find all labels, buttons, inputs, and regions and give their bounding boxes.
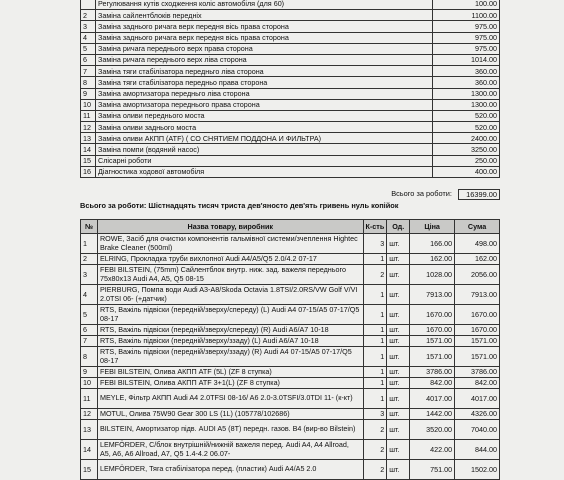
service-row [81, 133, 500, 144]
works-total-label: Всього за роботи: [391, 189, 452, 198]
service-name: Регулювання кутів сходження коліс автомобіля (для 60) [96, 0, 433, 10]
parts-header-row [81, 220, 500, 234]
service-amount: 975.00 [433, 32, 500, 43]
service-row [81, 21, 500, 32]
service-amount: 3250.00 [433, 144, 500, 155]
part-name: RTS, Важіль підвіски (передній/зверху/ззаду) (R) Audi A4 07-15/A5 07-17/Q5 08-17 [97, 347, 363, 367]
service-number: 6 [81, 54, 96, 65]
part-row [81, 347, 500, 367]
part-row [81, 336, 500, 347]
part-unit: шт. [387, 305, 410, 325]
part-name: ROWE, Засіб для очистки компонентів гальмівної системи/зчеплення Hightec Brake Cleaner (500ml) [97, 234, 363, 254]
part-unit: шт. [387, 254, 410, 265]
part-unit: шт. [387, 325, 410, 336]
service-row [81, 10, 500, 21]
service-row [81, 110, 500, 121]
service-name: Заміна заднього ричага верх передня вісь права сторона [96, 21, 433, 32]
col-name: Назва товару, виробник [97, 220, 363, 234]
service-number: 3 [81, 21, 96, 32]
service-number: 2 [81, 10, 96, 21]
part-sum: 1571.00 [455, 347, 500, 367]
services-table [80, 0, 500, 178]
service-row [81, 88, 500, 99]
part-sum: 7913.00 [455, 285, 500, 305]
service-number: 8 [81, 77, 96, 88]
service-name: Заміна оливи АКПП (ATF) ( СО СНЯТИЕМ ПОДДОНА И ФИЛЬТРА) [96, 133, 433, 144]
service-amount: 520.00 [433, 122, 500, 133]
part-sum: 3786.00 [455, 367, 500, 378]
service-number: 5 [81, 43, 96, 54]
service-number: 16 [81, 166, 96, 177]
part-sum: 2056.00 [455, 265, 500, 285]
part-price: 1442.00 [410, 409, 455, 420]
service-row [81, 166, 500, 177]
part-unit: шт. [387, 347, 410, 367]
service-number: 14 [81, 144, 96, 155]
part-qty: 1 [363, 389, 387, 409]
service-name: Заміна ричага переднього верх ліва сторона [96, 54, 433, 65]
part-qty: 1 [363, 367, 387, 378]
service-number: 10 [81, 99, 96, 110]
part-qty: 1 [363, 254, 387, 265]
service-number: 13 [81, 133, 96, 144]
part-name: FEBI BILSTEIN, Олива АКПП ATF (5L) (ZF 8 ступка) [97, 367, 363, 378]
service-name: Заміна тяги стабілізатора передньго ліва сторона [96, 66, 433, 77]
part-name: RTS, Важіль підвіски (передній/зверху/ззаду) (L) Audi A6/A7 10-18 [97, 336, 363, 347]
part-unit: шт. [387, 440, 410, 460]
part-unit: шт. [387, 420, 410, 440]
works-total-value: 16399.00 [458, 189, 500, 200]
service-amount: 400.00 [433, 166, 500, 177]
service-row [81, 99, 500, 110]
service-number: 11 [81, 110, 96, 121]
works-total [340, 189, 500, 200]
part-row [81, 378, 500, 389]
part-row [81, 389, 500, 409]
part-sum: 162.00 [455, 254, 500, 265]
service-amount: 975.00 [433, 43, 500, 54]
part-number: 14 [81, 440, 98, 460]
col-price: Ціна [410, 220, 455, 234]
part-number: 5 [81, 305, 98, 325]
service-number [81, 0, 96, 10]
part-sum: 1502.00 [455, 460, 500, 480]
part-qty: 1 [363, 336, 387, 347]
part-name: PIERBURG, Помпа води Audi A3-A8/Skoda Octavia 1.8TSI/2.0RS/VW Golf V/VI 2.0TSI 06- (+датчик) [97, 285, 363, 305]
part-sum: 4017.00 [455, 389, 500, 409]
part-unit: шт. [387, 378, 410, 389]
part-qty: 1 [363, 378, 387, 389]
part-number: 13 [81, 420, 98, 440]
part-sum: 498.00 [455, 234, 500, 254]
part-price: 3520.00 [410, 420, 455, 440]
part-qty: 1 [363, 325, 387, 336]
part-price: 7913.00 [410, 285, 455, 305]
part-sum: 1571.00 [455, 336, 500, 347]
service-row [81, 54, 500, 65]
part-name: RTS, Важіль підвіски (передній/зверху/спереду) (R) Audi A6/A7 10-18 [97, 325, 363, 336]
service-amount: 1300.00 [433, 99, 500, 110]
parts-table [80, 219, 500, 480]
part-row [81, 285, 500, 305]
service-number: 4 [81, 32, 96, 43]
part-price: 166.00 [410, 234, 455, 254]
service-amount: 360.00 [433, 77, 500, 88]
service-row [81, 122, 500, 133]
service-name: Заміна амортизатора переднього права сторона [96, 99, 433, 110]
part-sum: 1670.00 [455, 305, 500, 325]
part-number: 10 [81, 378, 98, 389]
service-name: Діагностика ходової автомобіля [96, 166, 433, 177]
service-number: 9 [81, 88, 96, 99]
part-row [81, 254, 500, 265]
part-qty: 3 [363, 409, 387, 420]
part-name: LEMFÖRDER, Тяга стабілізатора перед. (пластик) Audi A4/A5 2.0 [97, 460, 363, 480]
part-unit: шт. [387, 336, 410, 347]
service-number: 7 [81, 66, 96, 77]
part-qty: 1 [363, 305, 387, 325]
part-row [81, 234, 500, 254]
part-qty: 3 [363, 234, 387, 254]
part-row [81, 420, 500, 440]
part-number: 12 [81, 409, 98, 420]
part-name: FEBI BILSTEIN, Олива АКПП ATF 3+1(L) (ZF 8 ступка) [97, 378, 363, 389]
part-number: 7 [81, 336, 98, 347]
service-row [81, 144, 500, 155]
service-name: Заміна амортизатора передньго ліва сторона [96, 88, 433, 99]
service-row [81, 66, 500, 77]
service-amount: 1300.00 [433, 88, 500, 99]
part-unit: шт. [387, 367, 410, 378]
part-qty: 1 [363, 347, 387, 367]
service-amount: 1100.00 [433, 10, 500, 21]
part-row [81, 325, 500, 336]
service-number: 12 [81, 122, 96, 133]
part-name: MOTUL, Олива 75W90 Gear 300 LS (1L) (105778/102686) [97, 409, 363, 420]
part-name: BILSTEIN, Амортизатор підв. AUDI A5 (8T) передн. газов. B4 (вир-во Bilstein) [97, 420, 363, 440]
part-number: 2 [81, 254, 98, 265]
service-row [81, 43, 500, 54]
service-name: Слісарні роботи [96, 155, 433, 166]
service-name: Заміна тяги стабілізатора передньо права сторона [96, 77, 433, 88]
part-qty: 2 [363, 440, 387, 460]
part-number: 4 [81, 285, 98, 305]
part-price: 1571.00 [410, 336, 455, 347]
part-unit: шт. [387, 460, 410, 480]
service-amount: 100.00 [433, 0, 500, 10]
service-name: Заміна сайлентблоків передніх [96, 10, 433, 21]
service-name: Заміна оливи переднього моста [96, 110, 433, 121]
works-total-in-words: Всього за роботи: Шістнадцять тисяч триста дев'яносто дев'ять гривень нуль копійок [80, 201, 399, 210]
service-amount: 250.00 [433, 155, 500, 166]
part-price: 3786.00 [410, 367, 455, 378]
part-price: 1670.00 [410, 305, 455, 325]
part-sum: 844.00 [455, 440, 500, 460]
part-price: 4017.00 [410, 389, 455, 409]
part-name: ELRING, Прокладка труби вихлопної Audi A4/A5/Q5 2.0/4.2 07-17 [97, 254, 363, 265]
service-name: Заміна оливи заднього моста [96, 122, 433, 133]
part-number: 15 [81, 460, 98, 480]
part-unit: шт. [387, 265, 410, 285]
part-row [81, 440, 500, 460]
col-unit: Од. [387, 220, 410, 234]
part-price: 1670.00 [410, 325, 455, 336]
service-amount: 1014.00 [433, 54, 500, 65]
part-name: FEBI BILSTEIN, (75mm) Сайлентблок внутр. ниж. зад. важеля переднього 75x80x13 Audi A4, A5, Q5 08-15 [97, 265, 363, 285]
part-sum: 4326.00 [455, 409, 500, 420]
service-row [81, 0, 500, 10]
part-price: 422.00 [410, 440, 455, 460]
service-row [81, 155, 500, 166]
part-unit: шт. [387, 234, 410, 254]
part-qty: 2 [363, 265, 387, 285]
part-number: 9 [81, 367, 98, 378]
part-row [81, 305, 500, 325]
service-number: 15 [81, 155, 96, 166]
part-row [81, 265, 500, 285]
part-unit: шт. [387, 409, 410, 420]
part-number: 3 [81, 265, 98, 285]
part-sum: 842.00 [455, 378, 500, 389]
part-qty: 2 [363, 460, 387, 480]
part-name: MEYLE, Фільтр АКПП Audi A4 2.0TFSI 08-16/ A6 2.0-3.0TSFI/3.0TDI 11- (к-кт) [97, 389, 363, 409]
service-row [81, 77, 500, 88]
part-unit: шт. [387, 285, 410, 305]
part-sum: 7040.00 [455, 420, 500, 440]
part-sum: 1670.00 [455, 325, 500, 336]
part-row [81, 460, 500, 480]
service-amount: 975.00 [433, 21, 500, 32]
service-name: Заміна заднього ричага верх передня вісь права сторона [96, 32, 433, 43]
part-qty: 2 [363, 420, 387, 440]
part-price: 842.00 [410, 378, 455, 389]
part-number: 8 [81, 347, 98, 367]
part-row [81, 409, 500, 420]
service-amount: 2400.00 [433, 133, 500, 144]
service-row [81, 32, 500, 43]
part-price: 1028.00 [410, 265, 455, 285]
service-name: Заміна ричага переднього верх права сторона [96, 43, 433, 54]
service-name: Заміна помпи (водяний насос) [96, 144, 433, 155]
part-number: 11 [81, 389, 98, 409]
service-amount: 520.00 [433, 110, 500, 121]
part-unit: шт. [387, 389, 410, 409]
col-sum: Сума [455, 220, 500, 234]
part-price: 162.00 [410, 254, 455, 265]
part-number: 6 [81, 325, 98, 336]
col-qty: К-сть [363, 220, 387, 234]
col-number: № [81, 220, 98, 234]
part-number: 1 [81, 234, 98, 254]
part-row [81, 367, 500, 378]
part-price: 751.00 [410, 460, 455, 480]
part-price: 1571.00 [410, 347, 455, 367]
part-name: LEMFÖRDER, С/блок внутрішній/нижній важеля перед. Audi A4, A4 Allroad, A5, A6, A6 Allroad, A7, Q5 1.4-4.2 06.07- [97, 440, 363, 460]
service-amount: 360.00 [433, 66, 500, 77]
part-qty: 1 [363, 285, 387, 305]
part-name: RTS, Важіль підвіски (передній/зверху/спереду) (L) Audi A4 07-15/A5 07-17/Q5 08-17 [97, 305, 363, 325]
